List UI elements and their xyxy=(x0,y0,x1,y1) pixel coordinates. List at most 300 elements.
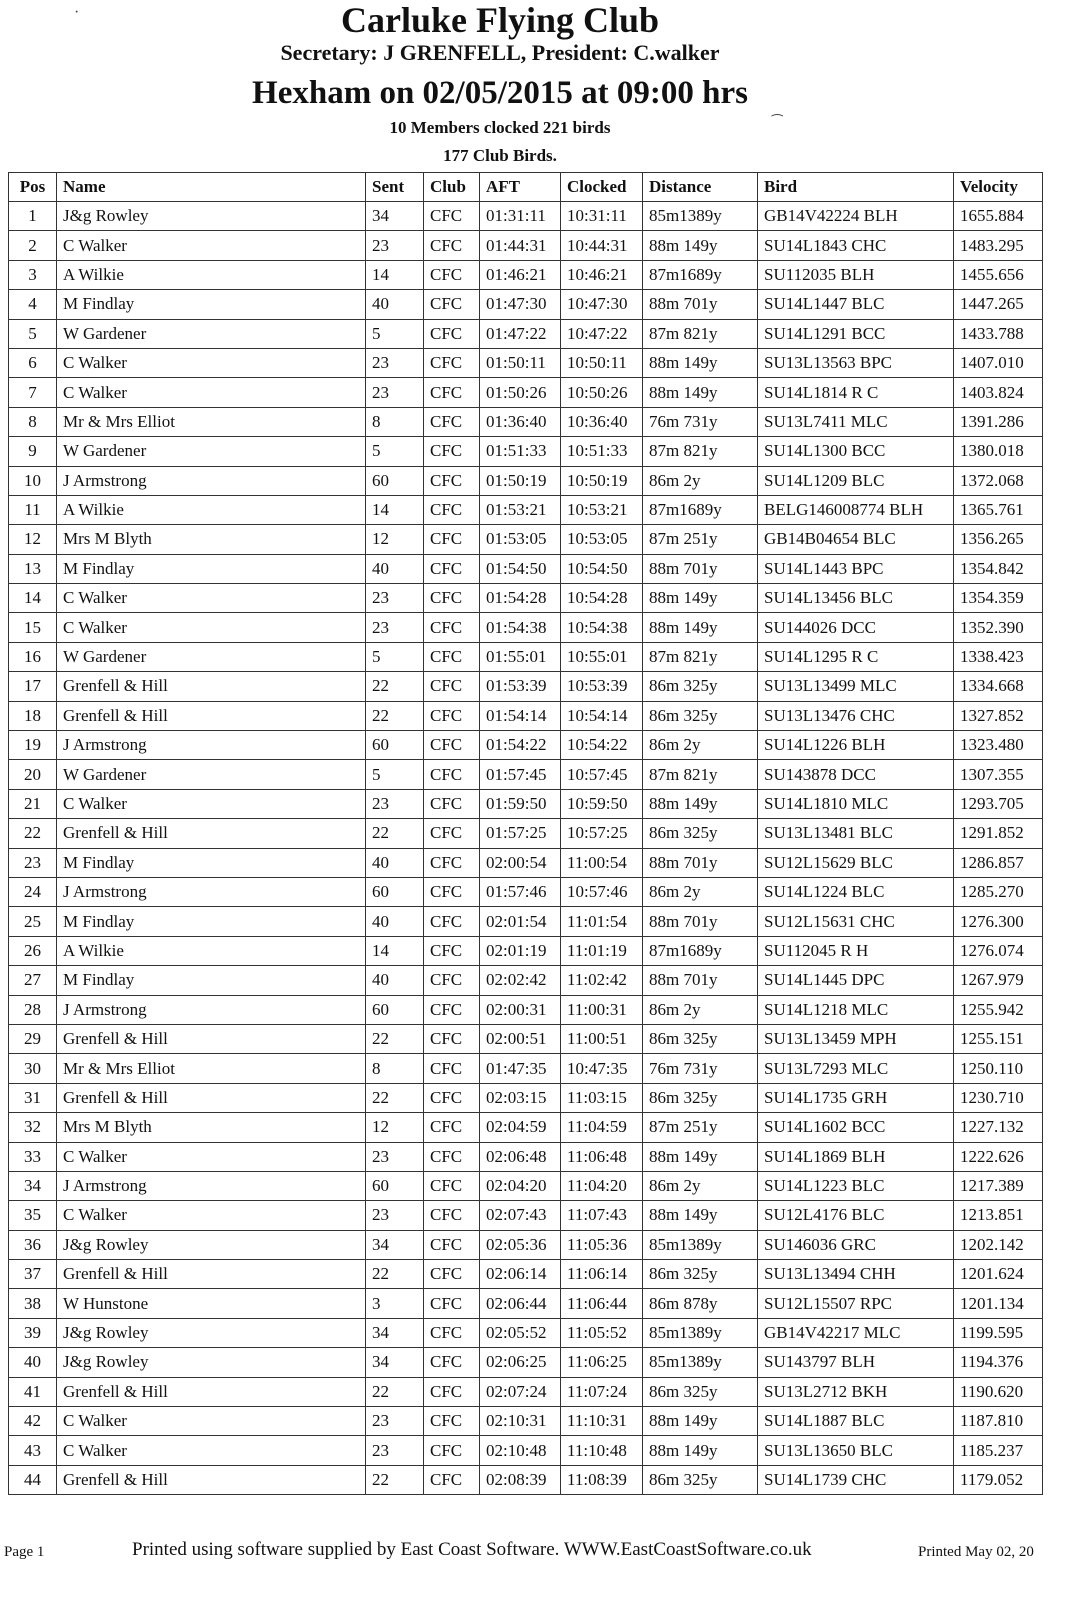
table-row xyxy=(9,1465,1043,1494)
cell-bird: SU14L1602 BCC xyxy=(758,1113,954,1142)
table-row xyxy=(9,525,1043,554)
cell-distance: 88m 149y xyxy=(643,378,758,407)
cell-name: J Armstrong xyxy=(57,995,366,1024)
cell-aft: 02:04:20 xyxy=(480,1171,561,1200)
cell-bird: SU14L1814 R C xyxy=(758,378,954,407)
cell-clocked: 10:53:05 xyxy=(561,525,643,554)
cell-sent: 34 xyxy=(366,1348,424,1377)
cell-aft: 01:47:30 xyxy=(480,290,561,319)
cell-clocked: 10:59:50 xyxy=(561,789,643,818)
cell-aft: 01:51:33 xyxy=(480,437,561,466)
cell-clocked: 10:57:45 xyxy=(561,760,643,789)
cell-sent: 12 xyxy=(366,525,424,554)
cell-sent: 14 xyxy=(366,495,424,524)
cell-pos: 15 xyxy=(9,613,57,642)
cell-sent: 40 xyxy=(366,966,424,995)
cell-pos: 40 xyxy=(9,1348,57,1377)
cell-club: CFC xyxy=(424,466,480,495)
cell-velocity: 1227.132 xyxy=(954,1113,1043,1142)
cell-velocity: 1230.710 xyxy=(954,1083,1043,1112)
cell-clocked: 10:50:26 xyxy=(561,378,643,407)
table-row xyxy=(9,437,1043,466)
cell-velocity: 1187.810 xyxy=(954,1407,1043,1436)
cell-name: C Walker xyxy=(57,1201,366,1230)
cell-velocity: 1354.359 xyxy=(954,584,1043,613)
cell-bird: SU14L1209 BLC xyxy=(758,466,954,495)
cell-velocity: 1380.018 xyxy=(954,437,1043,466)
cell-name: W Gardener xyxy=(57,437,366,466)
cell-bird: SU14L1291 BCC xyxy=(758,319,954,348)
cell-aft: 02:10:31 xyxy=(480,1407,561,1436)
cell-bird: SU14L1735 GRH xyxy=(758,1083,954,1112)
cell-bird: SU112035 BLH xyxy=(758,260,954,289)
cell-pos: 28 xyxy=(9,995,57,1024)
cell-distance: 86m 2y xyxy=(643,1171,758,1200)
cell-clocked: 11:08:39 xyxy=(561,1465,643,1494)
cell-pos: 35 xyxy=(9,1201,57,1230)
cell-clocked: 10:57:25 xyxy=(561,819,643,848)
cell-name: C Walker xyxy=(57,348,366,377)
cell-velocity: 1199.595 xyxy=(954,1318,1043,1347)
cell-aft: 02:01:54 xyxy=(480,907,561,936)
cell-clocked: 10:54:38 xyxy=(561,613,643,642)
club-birds-summary: 177 Club Birds. xyxy=(443,146,557,165)
table-body xyxy=(9,202,1043,1495)
cell-club: CFC xyxy=(424,290,480,319)
cell-club: CFC xyxy=(424,1230,480,1259)
cell-distance: 86m 2y xyxy=(643,466,758,495)
cell-clocked: 10:47:22 xyxy=(561,319,643,348)
cell-distance: 87m1689y xyxy=(643,936,758,965)
cell-distance: 86m 325y xyxy=(643,1260,758,1289)
cell-distance: 88m 149y xyxy=(643,1201,758,1230)
cell-pos: 1 xyxy=(9,202,57,231)
cell-velocity: 1194.376 xyxy=(954,1348,1043,1377)
column-header-clocked: Clocked xyxy=(561,173,643,202)
cell-aft: 01:55:01 xyxy=(480,642,561,671)
cell-name: M Findlay xyxy=(57,848,366,877)
cell-clocked: 10:51:33 xyxy=(561,437,643,466)
cell-distance: 86m 325y xyxy=(643,672,758,701)
cell-pos: 9 xyxy=(9,437,57,466)
printed-date: Printed May 02, 20 xyxy=(918,1544,1034,1560)
table-row xyxy=(9,290,1043,319)
cell-pos: 25 xyxy=(9,907,57,936)
cell-club: CFC xyxy=(424,1318,480,1347)
cell-pos: 20 xyxy=(9,760,57,789)
cell-name: Grenfell & Hill xyxy=(57,672,366,701)
cell-distance: 87m 251y xyxy=(643,525,758,554)
cell-sent: 5 xyxy=(366,437,424,466)
cell-pos: 32 xyxy=(9,1113,57,1142)
cell-name: Grenfell & Hill xyxy=(57,1465,366,1494)
cell-club: CFC xyxy=(424,995,480,1024)
cell-distance: 86m 878y xyxy=(643,1289,758,1318)
table-row xyxy=(9,789,1043,818)
cell-clocked: 10:53:21 xyxy=(561,495,643,524)
cell-club: CFC xyxy=(424,966,480,995)
cell-velocity: 1338.423 xyxy=(954,642,1043,671)
cell-bird: SU13L13494 CHH xyxy=(758,1260,954,1289)
cell-velocity: 1213.851 xyxy=(954,1201,1043,1230)
cell-sent: 60 xyxy=(366,466,424,495)
cell-aft: 01:36:40 xyxy=(480,407,561,436)
cell-club: CFC xyxy=(424,495,480,524)
cell-aft: 01:47:22 xyxy=(480,319,561,348)
cell-clocked: 11:06:14 xyxy=(561,1260,643,1289)
cell-name: Mrs M Blyth xyxy=(57,1113,366,1142)
cell-name: Grenfell & Hill xyxy=(57,1083,366,1112)
cell-clocked: 11:04:20 xyxy=(561,1171,643,1200)
cell-name: Mr & Mrs Elliot xyxy=(57,407,366,436)
cell-pos: 34 xyxy=(9,1171,57,1200)
cell-distance: 87m 821y xyxy=(643,760,758,789)
cell-velocity: 1267.979 xyxy=(954,966,1043,995)
cell-aft: 01:54:38 xyxy=(480,613,561,642)
cell-name: M Findlay xyxy=(57,554,366,583)
cell-aft: 01:53:21 xyxy=(480,495,561,524)
cell-bird: SU14L1218 MLC xyxy=(758,995,954,1024)
cell-club: CFC xyxy=(424,877,480,906)
cell-pos: 23 xyxy=(9,848,57,877)
cell-bird: GB14V42217 MLC xyxy=(758,1318,954,1347)
cell-velocity: 1352.390 xyxy=(954,613,1043,642)
cell-bird: SU143878 DCC xyxy=(758,760,954,789)
cell-pos: 11 xyxy=(9,495,57,524)
cell-clocked: 11:05:52 xyxy=(561,1318,643,1347)
cell-name: J&g Rowley xyxy=(57,202,366,231)
cell-club: CFC xyxy=(424,378,480,407)
cell-distance: 86m 325y xyxy=(643,1024,758,1053)
cell-club: CFC xyxy=(424,348,480,377)
cell-clocked: 10:50:19 xyxy=(561,466,643,495)
cell-club: CFC xyxy=(424,260,480,289)
cell-bird: SU146036 GRC xyxy=(758,1230,954,1259)
cell-sent: 14 xyxy=(366,260,424,289)
cell-bird: SU13L13650 BLC xyxy=(758,1436,954,1465)
cell-bird: SU12L15631 CHC xyxy=(758,907,954,936)
cell-velocity: 1372.068 xyxy=(954,466,1043,495)
cell-club: CFC xyxy=(424,1113,480,1142)
cell-clocked: 11:05:36 xyxy=(561,1230,643,1259)
cell-name: A Wilkie xyxy=(57,495,366,524)
cell-distance: 86m 2y xyxy=(643,995,758,1024)
cell-pos: 3 xyxy=(9,260,57,289)
cell-distance: 88m 701y xyxy=(643,907,758,936)
cell-velocity: 1185.237 xyxy=(954,1436,1043,1465)
cell-distance: 85m1389y xyxy=(643,1318,758,1347)
cell-bird: SU13L13459 MPH xyxy=(758,1024,954,1053)
cell-clocked: 10:53:39 xyxy=(561,672,643,701)
cell-sent: 22 xyxy=(366,1260,424,1289)
cell-bird: BELG146008774 BLH xyxy=(758,495,954,524)
cell-clocked: 10:54:22 xyxy=(561,731,643,760)
table-row xyxy=(9,1142,1043,1171)
cell-name: C Walker xyxy=(57,1142,366,1171)
cell-sent: 23 xyxy=(366,789,424,818)
cell-bird: SU12L15507 RPC xyxy=(758,1289,954,1318)
cell-velocity: 1202.142 xyxy=(954,1230,1043,1259)
cell-sent: 22 xyxy=(366,1465,424,1494)
cell-pos: 27 xyxy=(9,966,57,995)
cell-sent: 22 xyxy=(366,819,424,848)
cell-bird: SU13L13563 BPC xyxy=(758,348,954,377)
cell-club: CFC xyxy=(424,1436,480,1465)
cell-sent: 60 xyxy=(366,877,424,906)
cell-aft: 02:06:25 xyxy=(480,1348,561,1377)
table-row xyxy=(9,701,1043,730)
cell-clocked: 10:47:30 xyxy=(561,290,643,319)
table-row xyxy=(9,319,1043,348)
cell-pos: 16 xyxy=(9,642,57,671)
cell-aft: 02:03:15 xyxy=(480,1083,561,1112)
scan-speck: ⁀ xyxy=(772,114,783,129)
column-header-aft: AFT xyxy=(480,173,561,202)
cell-velocity: 1285.270 xyxy=(954,877,1043,906)
table-row xyxy=(9,1377,1043,1406)
cell-aft: 01:50:19 xyxy=(480,466,561,495)
cell-velocity: 1201.134 xyxy=(954,1289,1043,1318)
cell-pos: 41 xyxy=(9,1377,57,1406)
cell-club: CFC xyxy=(424,1201,480,1230)
cell-club: CFC xyxy=(424,848,480,877)
cell-aft: 01:54:14 xyxy=(480,701,561,730)
cell-club: CFC xyxy=(424,202,480,231)
cell-sent: 22 xyxy=(366,701,424,730)
cell-sent: 23 xyxy=(366,378,424,407)
cell-club: CFC xyxy=(424,819,480,848)
table-row xyxy=(9,1348,1043,1377)
cell-club: CFC xyxy=(424,319,480,348)
cell-aft: 02:06:14 xyxy=(480,1260,561,1289)
cell-distance: 87m 821y xyxy=(643,319,758,348)
cell-pos: 36 xyxy=(9,1230,57,1259)
cell-velocity: 1365.761 xyxy=(954,495,1043,524)
cell-distance: 86m 325y xyxy=(643,1083,758,1112)
cell-bird: SU13L7411 MLC xyxy=(758,407,954,436)
cell-name: J Armstrong xyxy=(57,731,366,760)
table-row xyxy=(9,1407,1043,1436)
cell-distance: 88m 149y xyxy=(643,1407,758,1436)
cell-distance: 86m 325y xyxy=(643,1377,758,1406)
page-number: Page 1 xyxy=(4,1544,45,1560)
cell-velocity: 1407.010 xyxy=(954,348,1043,377)
cell-sent: 23 xyxy=(366,1142,424,1171)
cell-bird: SU14L13456 BLC xyxy=(758,584,954,613)
table-row xyxy=(9,1436,1043,1465)
table-row xyxy=(9,672,1043,701)
cell-bird: SU13L13481 BLC xyxy=(758,819,954,848)
cell-name: J Armstrong xyxy=(57,877,366,906)
table-row xyxy=(9,642,1043,671)
cell-name: A Wilkie xyxy=(57,260,366,289)
cell-club: CFC xyxy=(424,1289,480,1318)
cell-pos: 19 xyxy=(9,731,57,760)
cell-distance: 86m 325y xyxy=(643,819,758,848)
cell-pos: 2 xyxy=(9,231,57,260)
cell-distance: 88m 701y xyxy=(643,966,758,995)
cell-name: J Armstrong xyxy=(57,1171,366,1200)
cell-pos: 18 xyxy=(9,701,57,730)
cell-club: CFC xyxy=(424,701,480,730)
cell-club: CFC xyxy=(424,584,480,613)
cell-bird: SU14L1739 CHC xyxy=(758,1465,954,1494)
cell-clocked: 11:00:54 xyxy=(561,848,643,877)
cell-bird: SU13L13476 CHC xyxy=(758,701,954,730)
cell-clocked: 10:57:46 xyxy=(561,877,643,906)
cell-aft: 01:31:11 xyxy=(480,202,561,231)
cell-club: CFC xyxy=(424,1377,480,1406)
cell-velocity: 1291.852 xyxy=(954,819,1043,848)
cell-clocked: 11:07:43 xyxy=(561,1201,643,1230)
cell-club: CFC xyxy=(424,1260,480,1289)
column-header-name: Name xyxy=(57,173,366,202)
cell-clocked: 10:54:14 xyxy=(561,701,643,730)
cell-clocked: 11:10:31 xyxy=(561,1407,643,1436)
cell-sent: 40 xyxy=(366,907,424,936)
members-clocked-summary: 10 Members clocked 221 birds xyxy=(389,118,611,137)
cell-velocity: 1307.355 xyxy=(954,760,1043,789)
cell-name: Mrs M Blyth xyxy=(57,525,366,554)
cell-distance: 76m 731y xyxy=(643,1054,758,1083)
table-row xyxy=(9,1289,1043,1318)
cell-clocked: 10:54:28 xyxy=(561,584,643,613)
cell-name: M Findlay xyxy=(57,966,366,995)
cell-aft: 01:46:21 xyxy=(480,260,561,289)
cell-distance: 88m 701y xyxy=(643,554,758,583)
cell-velocity: 1447.265 xyxy=(954,290,1043,319)
cell-clocked: 11:03:15 xyxy=(561,1083,643,1112)
cell-pos: 33 xyxy=(9,1142,57,1171)
cell-aft: 02:02:42 xyxy=(480,966,561,995)
cell-pos: 26 xyxy=(9,936,57,965)
cell-club: CFC xyxy=(424,907,480,936)
cell-sent: 5 xyxy=(366,319,424,348)
cell-aft: 02:07:24 xyxy=(480,1377,561,1406)
cell-clocked: 11:00:51 xyxy=(561,1024,643,1053)
table-row xyxy=(9,466,1043,495)
cell-distance: 88m 701y xyxy=(643,290,758,319)
table-row xyxy=(9,348,1043,377)
cell-distance: 88m 149y xyxy=(643,613,758,642)
cell-club: CFC xyxy=(424,936,480,965)
cell-sent: 23 xyxy=(366,1201,424,1230)
table-row xyxy=(9,554,1043,583)
results-table xyxy=(8,172,1043,1495)
cell-velocity: 1255.942 xyxy=(954,995,1043,1024)
cell-bird: SU14L1224 BLC xyxy=(758,877,954,906)
table-row xyxy=(9,407,1043,436)
cell-velocity: 1255.151 xyxy=(954,1024,1043,1053)
cell-aft: 01:53:05 xyxy=(480,525,561,554)
cell-distance: 88m 149y xyxy=(643,584,758,613)
cell-name: W Gardener xyxy=(57,319,366,348)
cell-club: CFC xyxy=(424,1465,480,1494)
cell-clocked: 10:31:11 xyxy=(561,202,643,231)
cell-aft: 02:08:39 xyxy=(480,1465,561,1494)
cell-bird: SU14L1447 BLC xyxy=(758,290,954,319)
cell-aft: 01:44:31 xyxy=(480,231,561,260)
cell-aft: 02:00:31 xyxy=(480,995,561,1024)
cell-name: Grenfell & Hill xyxy=(57,1024,366,1053)
table-row xyxy=(9,877,1043,906)
cell-pos: 6 xyxy=(9,348,57,377)
cell-velocity: 1179.052 xyxy=(954,1465,1043,1494)
table-row xyxy=(9,760,1043,789)
cell-pos: 8 xyxy=(9,407,57,436)
column-header-velocity: Velocity xyxy=(954,173,1043,202)
cell-aft: 01:57:46 xyxy=(480,877,561,906)
cell-pos: 43 xyxy=(9,1436,57,1465)
cell-sent: 23 xyxy=(366,1436,424,1465)
cell-name: Grenfell & Hill xyxy=(57,1377,366,1406)
cell-aft: 01:57:25 xyxy=(480,819,561,848)
cell-distance: 86m 2y xyxy=(643,731,758,760)
cell-name: A Wilkie xyxy=(57,936,366,965)
cell-bird: GB14V42224 BLH xyxy=(758,202,954,231)
cell-velocity: 1455.656 xyxy=(954,260,1043,289)
cell-club: CFC xyxy=(424,731,480,760)
cell-sent: 5 xyxy=(366,760,424,789)
cell-name: C Walker xyxy=(57,789,366,818)
cell-sent: 23 xyxy=(366,613,424,642)
cell-velocity: 1483.295 xyxy=(954,231,1043,260)
cell-sent: 22 xyxy=(366,1083,424,1112)
table-row xyxy=(9,495,1043,524)
cell-clocked: 11:02:42 xyxy=(561,966,643,995)
cell-aft: 02:06:48 xyxy=(480,1142,561,1171)
cell-sent: 22 xyxy=(366,672,424,701)
cell-name: J&g Rowley xyxy=(57,1348,366,1377)
cell-bird: SU144026 DCC xyxy=(758,613,954,642)
table-row xyxy=(9,1230,1043,1259)
cell-name: C Walker xyxy=(57,378,366,407)
cell-bird: SU12L4176 BLC xyxy=(758,1201,954,1230)
table-header-row xyxy=(9,173,1043,202)
cell-pos: 14 xyxy=(9,584,57,613)
cell-velocity: 1354.842 xyxy=(954,554,1043,583)
cell-pos: 44 xyxy=(9,1465,57,1494)
cell-pos: 39 xyxy=(9,1318,57,1347)
cell-name: J Armstrong xyxy=(57,466,366,495)
cell-distance: 88m 149y xyxy=(643,1436,758,1465)
cell-pos: 31 xyxy=(9,1083,57,1112)
cell-aft: 01:54:50 xyxy=(480,554,561,583)
cell-aft: 01:57:45 xyxy=(480,760,561,789)
table-row xyxy=(9,1024,1043,1053)
cell-velocity: 1391.286 xyxy=(954,407,1043,436)
cell-aft: 01:59:50 xyxy=(480,789,561,818)
cell-aft: 02:05:52 xyxy=(480,1318,561,1347)
cell-bird: SU12L15629 BLC xyxy=(758,848,954,877)
cell-name: Grenfell & Hill xyxy=(57,1260,366,1289)
cell-velocity: 1250.110 xyxy=(954,1054,1043,1083)
table-row xyxy=(9,907,1043,936)
cell-club: CFC xyxy=(424,1142,480,1171)
cell-aft: 02:00:51 xyxy=(480,1024,561,1053)
cell-sent: 23 xyxy=(366,348,424,377)
cell-name: C Walker xyxy=(57,1407,366,1436)
cell-sent: 40 xyxy=(366,848,424,877)
cell-aft: 02:04:59 xyxy=(480,1113,561,1142)
cell-bird: SU14L1443 BPC xyxy=(758,554,954,583)
cell-bird: SU14L1226 BLH xyxy=(758,731,954,760)
cell-aft: 01:54:22 xyxy=(480,731,561,760)
cell-sent: 8 xyxy=(366,407,424,436)
cell-velocity: 1334.668 xyxy=(954,672,1043,701)
table-row xyxy=(9,202,1043,231)
table-row xyxy=(9,848,1043,877)
